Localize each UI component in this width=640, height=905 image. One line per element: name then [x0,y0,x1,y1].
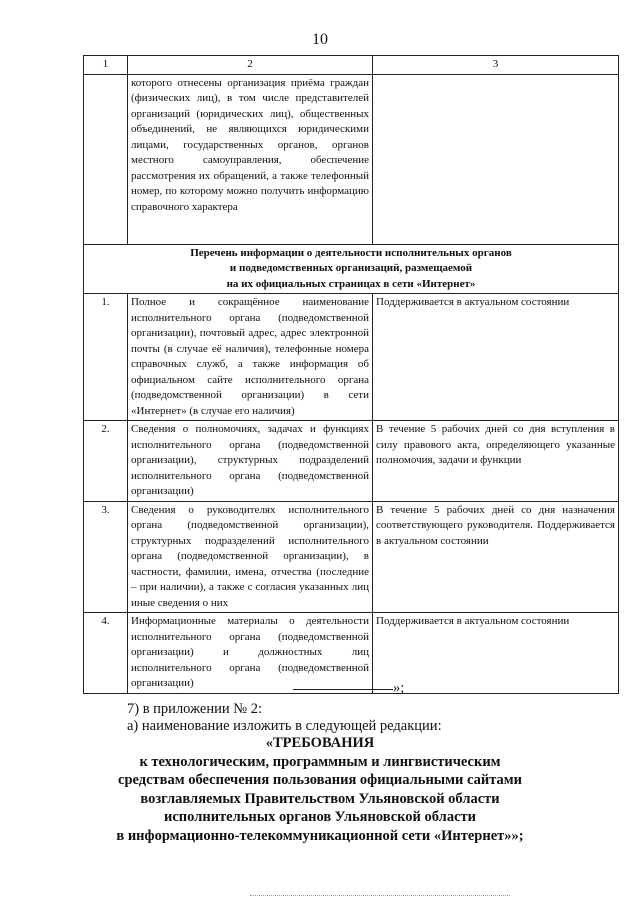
closing-quote: »; [393,680,405,696]
row-period-text: Поддерживается в актуальном состоянии [373,294,619,421]
row-info-text: Сведения о руководителях исполнительного органа (подведомственной организации), структурных подразделений исполнительного органа (подведомственной организации), в частности, фамилии, имена, отчества (последние – при наличии), а также с согласия указанных лиц иные сведения о них [128,501,373,613]
table-row [84,294,619,421]
row-number: 2. [84,421,128,502]
row-number: 4. [84,613,128,694]
blank-underline [293,689,393,690]
title-line: в информационно-телекоммуникационной сети «Интернет»»; [116,827,524,844]
table-row [84,501,619,613]
column-header-1: 1 [84,56,128,75]
continuation-num-cell [84,74,128,244]
row-number: 3. [84,501,128,613]
row-period-text: В течение 5 рабочих дней со дня назначения соответствующего руководителя. Поддерживается в актуальном состоянии [373,501,619,613]
section-title-row [84,244,619,294]
paragraph-7: 7) в приложении № 2: [127,701,262,717]
row-info-text: Сведения о полномочиях, задачах и функциях исполнительного органа (подведомственной организации), структурных подразделений исполнительного органа (подведомственной организации) [128,421,373,502]
info-table [83,55,619,694]
continuation-text-cell: которого отнесены организация приёма граждан (физических лиц), в том числе представителей организаций (юридических лиц), общественных объединений, не являющихся юридическими лицами, государственных органов, органов местного самоуправления, обеспечение рассмотрения их обращений, а также телефонный номер, по которому можно получить информацию справочного характера [128,74,373,244]
row-period-text: В течение 5 рабочих дней со дня вступления в силу правового акта, определяющего указанные полномочия, задачи и функции [373,421,619,502]
section-title-line: на их официальных страницах в сети «Интернет» [226,277,476,290]
table-header-row [84,56,619,75]
column-header-3: 3 [373,56,619,75]
row-number: 1. [84,294,128,421]
table-row [84,421,619,502]
continuation-period-cell [373,74,619,244]
page-number: 10 [312,31,328,48]
title-line: исполнительных органов Ульяновской области [164,809,476,825]
continuation-row [84,74,619,244]
title-line: возглавляемых Правительством Ульяновской области [140,790,500,807]
section-title [84,244,619,294]
column-header-2: 2 [128,56,373,75]
row-info-text: Информационные материалы о деятельности исполнительного органа (подведомственной организации) и должностных лиц исполнительного органа (подведомственной организации) [128,613,373,694]
requirements-title [0,734,640,845]
section-title-line: Перечень информации о деятельности исполнительных органов [190,246,512,259]
title-line: «ТРЕБОВАНИЯ [265,735,375,751]
title-line: к технологическим, программным и лингвистическим [139,753,501,770]
section-title-line: и подведомственных организаций, размещаемой [229,262,473,274]
row-period-text: Поддерживается в актуальном состоянии [373,613,619,694]
paragraph-a: а) наименование изложить в следующей редакции: [127,718,442,734]
row-info-text: Полное и сокращённое наименование исполнительного органа (подведомственной организации), почтовый адрес, адрес электронной почты (в случае её наличия), телефонные номера справочных служб, а также информация об официальном сайте исполнительного органа (подведомственной организации) в сети «Интернет» (в случае его наличия) [128,294,373,421]
scan-edge-mark [250,893,510,896]
title-line: средствам обеспечения пользования официальными сайтами [118,772,522,788]
table-row [84,613,619,694]
